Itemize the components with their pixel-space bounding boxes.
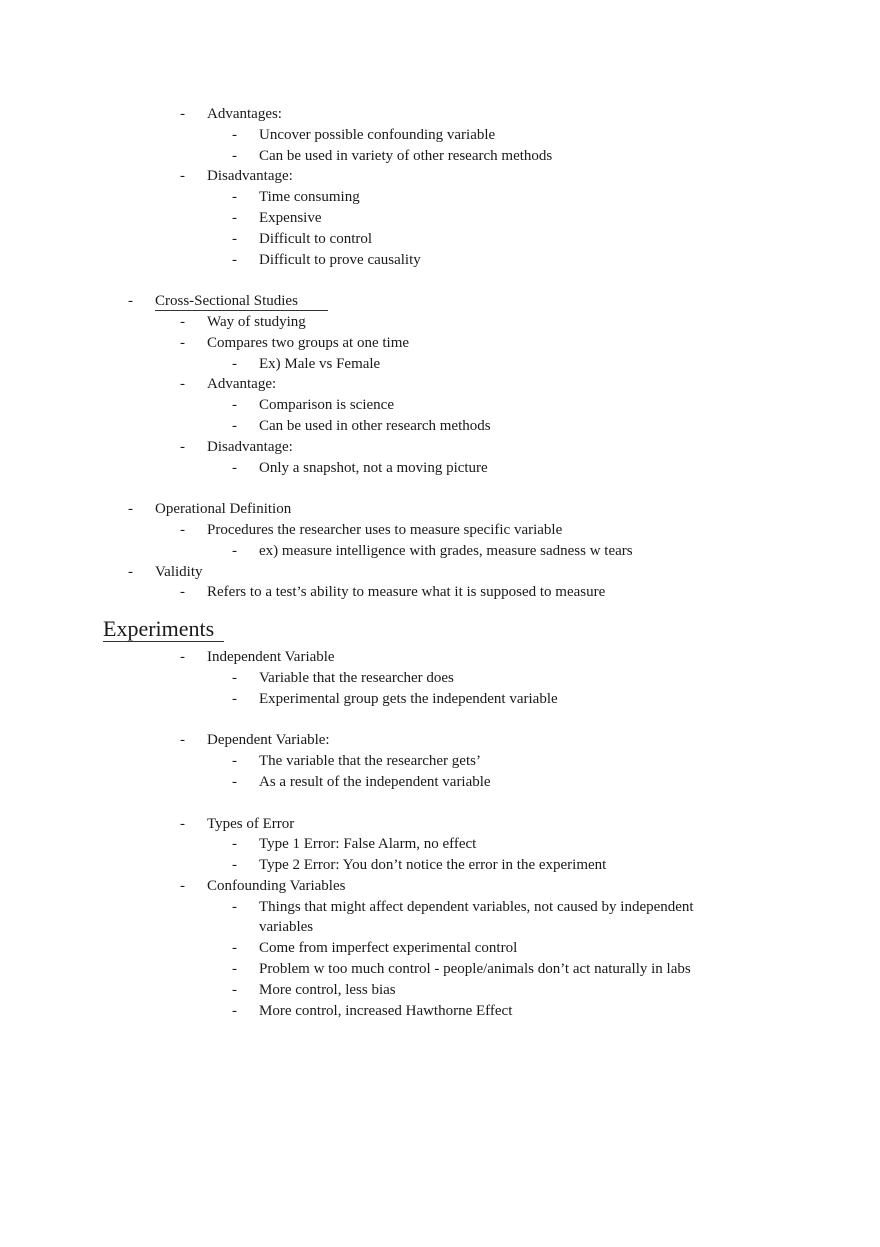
list-item-level-1 <box>0 291 880 312</box>
list-item-level-2 <box>0 104 880 125</box>
dash-bullet-icon: - <box>232 753 237 770</box>
list-item-level-3 <box>0 938 880 959</box>
list-item-text: More control, increased Hawthorne Effect <box>259 1002 513 1019</box>
list-item-text: The variable that the researcher gets’ <box>259 753 481 770</box>
dash-bullet-icon: - <box>180 106 185 122</box>
list-item-level-3 <box>0 229 880 250</box>
list-item-level-2 <box>0 520 880 541</box>
list-item-text: Problem w too much control - people/animals don’t act naturally in labs <box>259 961 691 978</box>
list-item-text: Types of Error <box>207 815 295 832</box>
list-item-text: Comparison is science <box>259 397 394 414</box>
list-item-level-2 <box>0 374 880 395</box>
list-item-text: Type 2 Error: You don’t notice the error in the experiment <box>259 857 607 874</box>
list-item-text: Independent Variable <box>207 649 335 666</box>
list-item-text: Operational Definition <box>155 501 292 518</box>
list-item-level-3 <box>0 751 880 772</box>
dash-bullet-icon: - <box>180 732 185 749</box>
dash-bullet-icon: - <box>180 815 185 832</box>
list-item-level-3 <box>0 208 880 229</box>
dash-bullet-icon: - <box>232 189 237 206</box>
list-item-level-2 <box>0 876 880 897</box>
dash-bullet-icon: - <box>180 877 185 894</box>
list-item-text: Only a snapshot, not a moving picture <box>259 459 488 476</box>
dash-bullet-icon: - <box>232 230 237 247</box>
list-item-level-3 <box>0 668 880 689</box>
dash-bullet-icon: - <box>128 501 133 518</box>
list-item-level-2 <box>0 647 880 668</box>
section-heading <box>0 616 880 642</box>
list-item-level-3 <box>0 354 880 375</box>
dash-bullet-icon: - <box>180 334 185 351</box>
list-item-text: Can be used in variety of other research methods <box>259 147 553 164</box>
list-item-text: Advantage: <box>207 376 277 393</box>
list-item-text: Variable that the researcher does <box>259 669 454 686</box>
dash-bullet-icon: - <box>232 857 237 874</box>
list-item-text: Can be used in other research methods <box>259 417 491 434</box>
list-item-level-3 <box>0 980 880 1001</box>
list-item-level-3 <box>0 416 880 437</box>
blank-line <box>0 710 880 731</box>
list-item-level-1 <box>0 499 880 520</box>
dash-bullet-icon: - <box>232 1002 237 1019</box>
list-item-level-3 <box>0 125 880 146</box>
list-item-level-2 <box>0 437 880 458</box>
dash-bullet-icon: - <box>232 669 237 686</box>
dash-bullet-icon: - <box>232 773 237 790</box>
list-item-text: Uncover possible confounding variable <box>259 126 496 143</box>
list-item-level-2 <box>0 333 880 354</box>
dash-bullet-icon: - <box>128 563 133 580</box>
list-item-text: Confounding Variables <box>207 877 346 894</box>
dash-bullet-icon: - <box>180 313 185 330</box>
list-item-level-3 <box>0 458 880 479</box>
dash-bullet-icon: - <box>232 961 237 978</box>
dash-bullet-icon: - <box>180 521 185 538</box>
list-item-text: Difficult to prove causality <box>259 251 421 268</box>
list-item-level-2 <box>0 582 880 603</box>
list-item-text: Way of studying <box>207 313 306 330</box>
blank-line <box>0 270 880 291</box>
dash-bullet-icon: - <box>128 293 133 310</box>
dash-bullet-icon: - <box>232 981 237 998</box>
list-item-level-3 <box>0 541 880 562</box>
dash-bullet-icon: - <box>232 898 237 915</box>
dash-bullet-icon: - <box>232 397 237 414</box>
list-item-level-2 <box>0 312 880 333</box>
list-item-text: Cross-Sectional Studies <box>155 293 328 311</box>
list-item-level-1 <box>0 562 880 583</box>
list-item-level-2 <box>0 814 880 835</box>
dash-bullet-icon: - <box>232 459 237 476</box>
document-page <box>0 104 880 1021</box>
dash-bullet-icon: - <box>232 147 237 164</box>
list-item-text: Experimental group gets the independent variable <box>259 690 558 707</box>
dash-bullet-icon: - <box>232 940 237 957</box>
dash-bullet-icon: - <box>180 649 185 666</box>
list-item-text: Validity <box>155 563 203 580</box>
dash-bullet-icon: - <box>232 836 237 853</box>
dash-bullet-icon: - <box>180 584 185 601</box>
list-item-text: Compares two groups at one time <box>207 334 410 351</box>
list-item-text: Ex) Male vs Female <box>259 355 381 372</box>
list-item-level-2 <box>0 730 880 751</box>
list-item-text: Dependent Variable: <box>207 732 330 749</box>
blank-line <box>0 478 880 499</box>
dash-bullet-icon: - <box>232 542 237 559</box>
dash-bullet-icon: - <box>232 209 237 226</box>
list-item-level-3 <box>0 897 880 939</box>
list-item-text: Refers to a test’s ability to measure what it is supposed to measure <box>207 584 606 601</box>
list-item-text: More control, less bias <box>259 981 396 998</box>
list-item-level-3 <box>0 1001 880 1022</box>
list-item-level-3 <box>0 772 880 793</box>
list-item-level-3 <box>0 689 880 710</box>
list-item-text: Disadvantage: <box>207 168 293 185</box>
list-item-text: Time consuming <box>259 189 360 206</box>
list-item-text: Type 1 Error: False Alarm, no effect <box>259 836 477 853</box>
list-item-level-3 <box>0 250 880 271</box>
dash-bullet-icon: - <box>180 168 185 185</box>
dash-bullet-icon: - <box>232 690 237 707</box>
list-item-text: Disadvantage: <box>207 438 293 455</box>
dash-bullet-icon: - <box>232 417 237 434</box>
list-item-text: Difficult to control <box>259 230 373 247</box>
list-item-level-3 <box>0 855 880 876</box>
blank-line <box>0 793 880 814</box>
dash-bullet-icon: - <box>232 126 237 143</box>
list-item-text: ex) measure intelligence with grades, measure sadness w tears <box>259 542 633 559</box>
heading-text: Experiments <box>103 617 224 642</box>
list-item-text: Things that might affect dependent variables, not caused by independent variables <box>259 898 694 936</box>
dash-bullet-icon: - <box>232 355 237 372</box>
list-item-level-3 <box>0 959 880 980</box>
list-item-level-3 <box>0 834 880 855</box>
list-item-text: Advantages: <box>207 106 282 122</box>
list-item-level-3 <box>0 187 880 208</box>
list-item-text: As a result of the independent variable <box>259 773 491 790</box>
list-item-level-2 <box>0 166 880 187</box>
list-item-level-3 <box>0 146 880 167</box>
list-item-level-3 <box>0 395 880 416</box>
list-item-text: Come from imperfect experimental control <box>259 940 518 957</box>
dash-bullet-icon: - <box>232 251 237 268</box>
dash-bullet-icon: - <box>180 376 185 393</box>
dash-bullet-icon: - <box>180 438 185 455</box>
list-item-text: Expensive <box>259 209 322 226</box>
list-item-text: Procedures the researcher uses to measure specific variable <box>207 521 563 538</box>
